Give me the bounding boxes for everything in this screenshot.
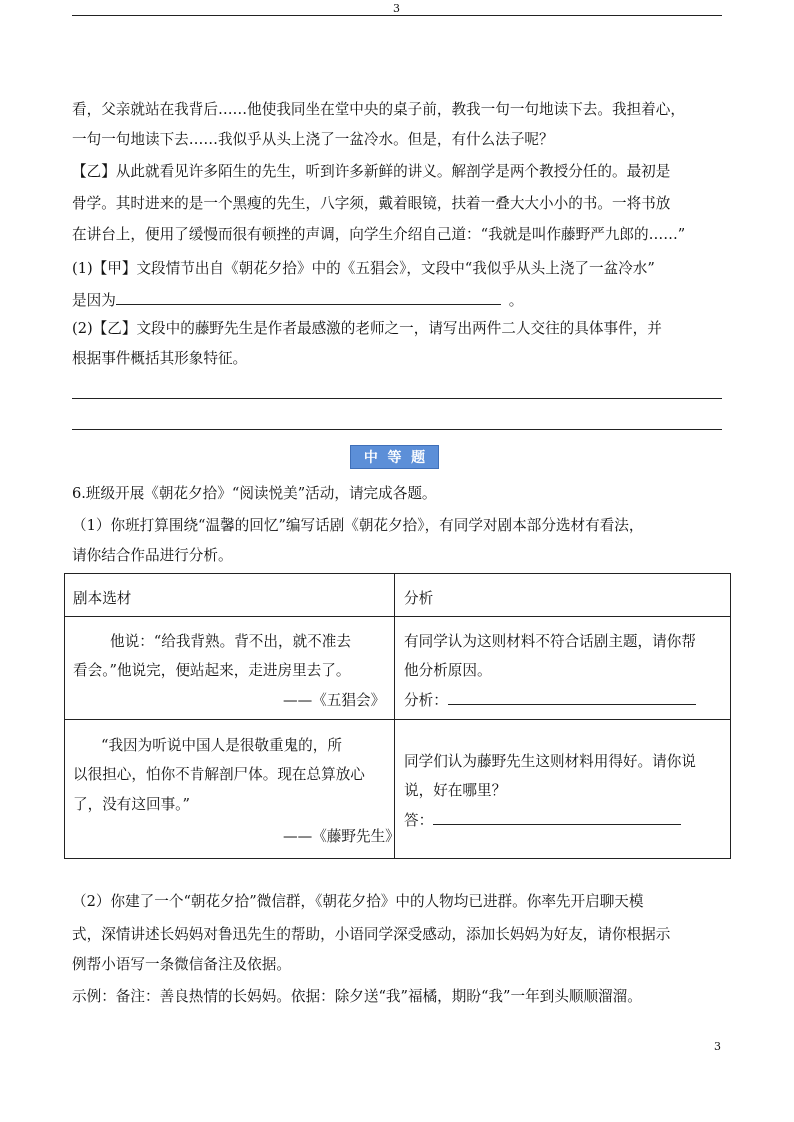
analysis-line: 有同学认为这则材料不符合话剧主题，请你帮 bbox=[404, 633, 696, 650]
analysis-answer bbox=[404, 809, 681, 830]
analysis-answer-blank[interactable] bbox=[433, 811, 681, 825]
analysis-line: 他分析原因。 bbox=[404, 662, 492, 679]
quote-line: 了，没有这回事。” bbox=[73, 796, 190, 813]
answer-line[interactable] bbox=[72, 429, 722, 430]
footer-page-number: 3 bbox=[714, 1040, 721, 1053]
quote-line: 他说：“给我背熟。背不出，就不准去 bbox=[110, 633, 351, 650]
passage-line: 一句一句地读下去……我似乎从头上浇了一盆冷水。但是，有什么法子呢？ bbox=[72, 131, 554, 148]
passage-line: 看，父亲就站在我背后……他使我同坐在堂中央的桌子前，教我一句一句地读下去。我担着心， bbox=[72, 101, 685, 118]
table-cell-quote bbox=[65, 617, 395, 720]
q5-sub1-suffix: 。 bbox=[508, 292, 524, 309]
q6-sub2-line: 例帮小语写一条微信备注及依据。 bbox=[72, 956, 291, 973]
analysis-line: 说，好在哪里？ bbox=[404, 782, 507, 799]
analysis-answer-blank[interactable] bbox=[448, 691, 696, 705]
table-cell-quote bbox=[65, 720, 400, 859]
table-header-cell bbox=[65, 574, 395, 617]
passage-line: 骨学。其时进来的是一个黑瘦的先生，八字须，戴着眼镜，扶着一叠大大小小的书。一将书放 bbox=[72, 195, 671, 212]
header-rule bbox=[72, 15, 722, 16]
passage-line: 【乙】从此就看见许多陌生的先生，听到许多新鲜的讲义。解剖学是两个教授分任的。最初是 bbox=[72, 163, 671, 180]
table-header-left: 剧本选材 bbox=[73, 590, 132, 607]
q5-sub2-line: 根据事件概括其形象特征。 bbox=[72, 350, 248, 367]
q6-sub2-line: 式，深情讲述长妈妈对鲁迅先生的帮助，小语同学深受感动，添加长妈妈为好友，请你根据示 bbox=[72, 926, 671, 943]
quote-line: “我因为听说中国人是很敬重鬼的，所 bbox=[101, 737, 342, 754]
script-table bbox=[64, 573, 731, 859]
q6-sub1-line: （1）你班打算围绕“温馨的回忆”编写话剧《朝花夕拾》，有同学对剧本部分选材有看法， bbox=[72, 517, 644, 534]
analysis-line: 同学们认为藤野先生这则材料用得好。请你说 bbox=[404, 753, 696, 770]
header-page-number: 3 bbox=[393, 2, 400, 15]
q6-example: 示例：备注：善良热情的长妈妈。依据：除夕送“我”福橘，期盼“我”一年到头顺顺溜溜。 bbox=[72, 988, 642, 1005]
q6-sub2-line: （2）你建了一个“朝花夕拾”微信群，《朝花夕拾》中的人物均已进群。你率先开启聊天模 bbox=[72, 893, 644, 910]
answer-line[interactable] bbox=[72, 398, 722, 399]
q5-answer-blank[interactable] bbox=[116, 291, 501, 305]
table-header-cell bbox=[395, 574, 731, 617]
q5-sub1-line: (1)【甲】文段情节出自《朝花夕拾》中的《五猖会》，文段中“我似乎从头上浇了一盆冷水” bbox=[72, 260, 655, 277]
quote-source: ——《五猖会》 bbox=[283, 692, 386, 709]
quote-line: 以很担心，怕你不肯解剖尸体。现在总算放心 bbox=[73, 766, 365, 783]
badge-char: 题 bbox=[411, 450, 426, 466]
q6-intro: 6.班级开展《朝花夕拾》“阅读悦美”活动，请完成各题。 bbox=[72, 485, 437, 502]
table-cell-analysis bbox=[395, 720, 731, 859]
quote-source: ——《藤野先生》 bbox=[283, 828, 400, 845]
answer-label: 分析： bbox=[404, 692, 448, 709]
passage-line: 在讲台上，便用了缓慢而很有顿挫的声调，向学生介绍自己道：“我就是叫作藤野严九郎的……” bbox=[72, 226, 686, 243]
table-header-right: 分析 bbox=[404, 590, 434, 607]
q5-sub2-line: (2)【乙】文段中的藤野先生是作者最感激的老师之一，请写出两件二人交往的具体事件，并 bbox=[72, 320, 662, 337]
table-cell-analysis bbox=[395, 617, 731, 720]
badge-char: 中 bbox=[363, 450, 378, 466]
q5-sub1-prefix: 是因为 bbox=[72, 292, 116, 309]
answer-label: 答： bbox=[404, 812, 434, 829]
q5-sub1-answer bbox=[72, 291, 523, 309]
q6-sub1-line: 请你结合作品进行分析。 bbox=[72, 547, 233, 564]
badge-char: 等 bbox=[387, 450, 402, 466]
analysis-answer bbox=[404, 689, 696, 710]
quote-line: 看会。”他说完，便站起来，走进房里去了。 bbox=[73, 662, 351, 679]
difficulty-badge bbox=[350, 445, 439, 469]
